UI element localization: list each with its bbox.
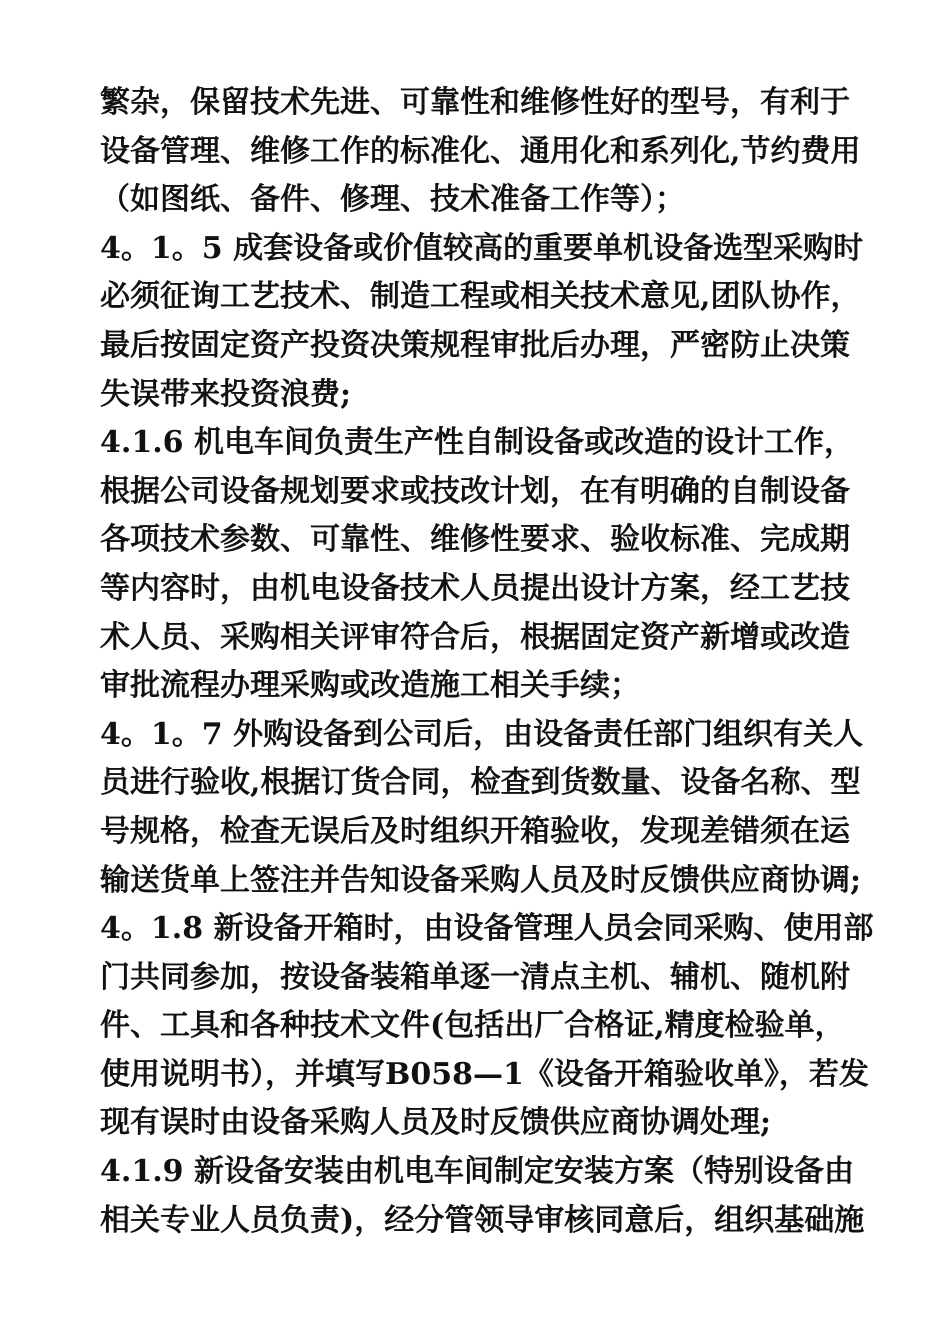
text-line: 4。1。7 外购设备到公司后，由设备责任部门组织有关人 [100,716,864,752]
text-line: 必须征询工艺技术、制造工程或相关技术意见,团队协作， [100,279,861,315]
text-line: 最后按固定资产投资决策规程审批后办理，严密防止决策 [100,327,850,363]
text-line: 审批流程办理采购或改造施工相关手续； [100,668,640,704]
text-line: 4。1。5 成套设备或价值较高的重要单机设备选型采购时 [100,230,864,266]
text-line: 根据公司设备规划要求或技改计划，在有明确的自制设备 [100,473,850,509]
text-line: 输送货单上签注并告知设备采购人员及时反馈供应商协调; [100,862,862,898]
text-line: 失误带来投资浪费; [100,376,352,412]
text-line: 员进行验收,根据订货合同，检查到货数量、设备名称、型 [100,765,861,801]
text-line: 术人员、采购相关评审符合后，根据固定资产新增或改造 [100,619,850,655]
text-line: 使用说明书），并填写B058—1《设备开箱验收单》，若发 [100,1056,869,1092]
text-line: 现有误时由设备采购人员及时反馈供应商协调处理; [100,1105,772,1141]
text-line: （如图纸、备件、修理、技术准备工作等）； [100,182,685,218]
body-text [100,79,890,1245]
text-line: 4.1.9 新设备安装由机电车间制定安装方案（特别设备由 [100,1154,854,1190]
text-line: 相关专业人员负责)，经分管领导审核同意后，组织基础施 [100,1202,865,1238]
text-line: 门共同参加，按设备装箱单逐一清点主机、辅机、随机附 [100,959,850,995]
text-line: 4。1.8 新设备开箱时，由设备管理人员会同采购、使用部 [100,911,874,947]
text-line: 各项技术参数、可靠性、维修性要求、验收标准、完成期 [100,522,850,558]
text-line: 设备管理、维修工作的标准化、通用化和系列化,节约费用 [100,133,861,169]
text-line: 件、工具和各种技术文件(包括出厂合格证,精度检验单， [100,1008,845,1044]
text-line: 号规格，检查无误后及时组织开箱验收，发现差错须在运 [100,813,850,849]
text-line: 繁杂，保留技术先进、可靠性和维修性好的型号，有利于 [100,85,850,120]
text-line: 等内容时，由机电设备技术人员提出设计方案，经工艺技 [100,570,850,606]
text-line: 4.1.6 机电车间负责生产性自制设备或改造的设计工作， [100,425,854,461]
